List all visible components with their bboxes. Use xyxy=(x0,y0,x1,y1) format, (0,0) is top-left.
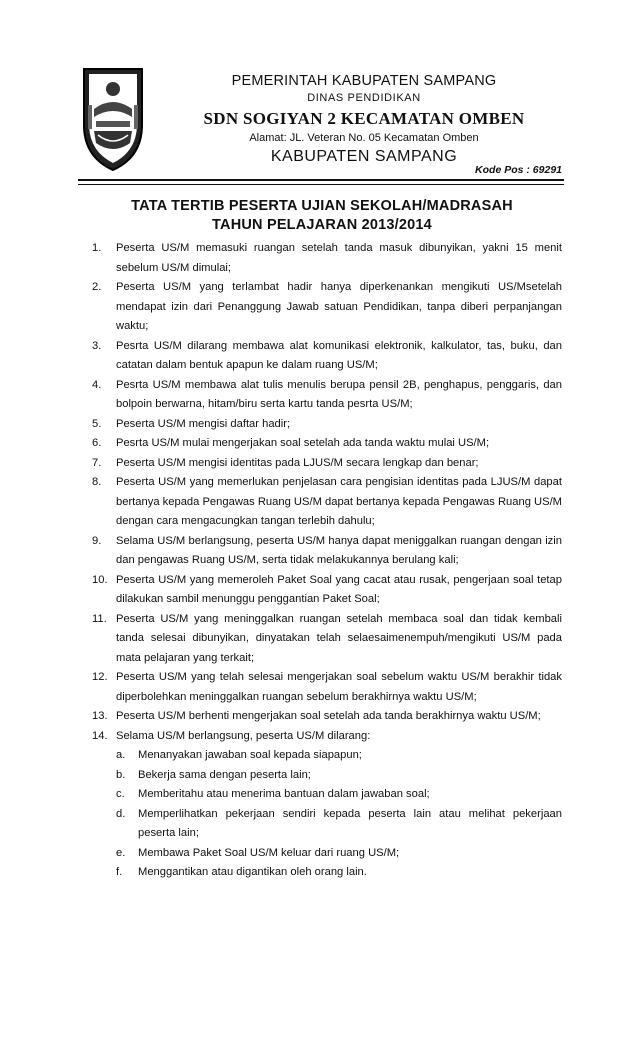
rule-item xyxy=(92,434,562,454)
rule-number: 11. xyxy=(92,612,107,625)
prohibition-text: Menggantikan atau digantikan oleh orang lain. xyxy=(138,866,367,878)
rule-item xyxy=(92,532,562,571)
rule-text: Peserta US/M mengisi identitas pada LJUS/M secara lengkap dan benar; xyxy=(116,456,479,469)
school-name: SDN SOGIYAN 2 KECAMATAN OMBEN xyxy=(203,109,525,128)
letterhead xyxy=(150,72,578,167)
rule-item xyxy=(92,571,562,610)
title-line-1: TATA TERTIB PESERTA UJIAN SEKOLAH/MADRASAH xyxy=(131,198,513,214)
rule-number: 9. xyxy=(92,534,102,547)
postal-code: Kode Pos : 69291 xyxy=(475,164,562,176)
letterhead-divider-thick xyxy=(78,179,564,181)
rule-item xyxy=(92,337,562,376)
title-line-2: TAHUN PELAJARAN 2013/2014 xyxy=(212,217,432,233)
rule-text: Peserta US/M yang telah selesai mengerjakan soal sebelum waktu US/M berakhir tidak diperbolehkan meninggalkan ruangan sebelum berakhirnya waktu US/M; xyxy=(116,671,562,703)
prohibition-letter: f. xyxy=(116,866,123,878)
rule-number: 6. xyxy=(92,437,102,449)
rule-text: Pesrta US/M dilarang membawa alat komunikasi elektronik, kalkulator, tas, buku, dan catatan dalam bentuk apapun ke dalam ruang US/M; xyxy=(116,339,562,371)
rule-item xyxy=(92,454,562,474)
rule-item xyxy=(92,376,562,415)
regency-name: KABUPATEN SAMPANG xyxy=(270,148,458,165)
prohibition-item xyxy=(116,844,562,864)
rule-text: Peserta US/M memasuki ruangan setelah tanda masuk dibunyikan, yakni 15 menit sebelum US/M dimulai; xyxy=(116,242,562,274)
rule-text: Selama US/M berlangsung, peserta US/M hanya dapat meniggalkan ruangan dengan izin dan pengawas Ruang US/M, serta tidak melakukannya berulang kali; xyxy=(116,534,562,566)
rule-number: 8. xyxy=(92,476,102,488)
rule-number: 7. xyxy=(92,456,102,469)
rule-text: Peserta US/M yang terlambat hadir hanya diperkenankan mengikuti US/Msetelah mendapat izin dari Penanggung Jawab satuan Pendidikan, tanpa diberi perpanjangan waktu; xyxy=(116,281,562,332)
prohibition-text: Menanyakan jawaban soal kepada siapapun; xyxy=(138,749,362,761)
rule-item xyxy=(92,415,562,435)
rule-text: Selama US/M berlangsung, peserta US/M dilarang: xyxy=(116,729,371,742)
prohibition-item xyxy=(116,805,562,844)
rule-number: 10. xyxy=(92,573,108,586)
rule-item xyxy=(92,707,562,727)
prohibition-text: Memperlihatkan pekerjaan sendiri kepada peserta lain atau melihat pekerjaan peserta lain; xyxy=(138,807,562,839)
rule-item xyxy=(92,727,562,883)
rule-number: 2. xyxy=(92,281,102,293)
prohibition-letter: c. xyxy=(116,788,125,800)
prohibition-text: Bekerja sama dengan peserta lain; xyxy=(138,768,311,781)
department-name: DINAS PENDIDIKAN xyxy=(307,92,421,104)
document-title xyxy=(80,197,564,235)
prohibition-letter: e. xyxy=(116,846,126,859)
prohibition-letter: d. xyxy=(116,807,126,820)
rules-list xyxy=(92,239,562,883)
rule-item xyxy=(92,610,562,669)
prohibition-item xyxy=(116,863,562,883)
rule-number: 1. xyxy=(92,242,102,254)
rule-text: Pesrta US/M mulai mengerjakan soal setelah ada tanda waktu mulai US/M; xyxy=(116,437,490,449)
rule-number: 5. xyxy=(92,417,102,430)
prohibition-letter: b. xyxy=(116,768,126,781)
rule-number: 14. xyxy=(92,729,108,742)
prohibition-item xyxy=(116,785,562,805)
rule-number: 4. xyxy=(92,378,102,391)
letterhead-divider-thin xyxy=(78,184,564,185)
rule-number: 3. xyxy=(92,339,102,352)
regency-emblem-logo xyxy=(80,65,146,173)
rule-item xyxy=(92,473,562,532)
rule-item xyxy=(92,668,562,707)
rule-text: Peserta US/M berhenti mengerjakan soal setelah ada tanda berakhirnya waktu US/M; xyxy=(116,710,541,722)
rule-text: Peserta US/M yang meninggalkan ruangan setelah membaca soal dan tidak kembali tanda selesai dibunyikan, dinyatakan telah selaesaimenempuh/mengikuti US/M pada mata pelajaran yang terkait; xyxy=(116,612,562,664)
rule-text: Peserta US/M yang memerlukan penjelasan cara pengisian identitas pada LJUS/M dapat bertanya kepada Pengawas Ruang US/M dapat bertanya kepada Pengawas Ruang US/M dengan cara mengacungkan tangan terlebih dahulu; xyxy=(116,476,562,527)
rule-number: 13. xyxy=(92,710,108,722)
government-name: PEMERINTAH KABUPATEN SAMPANG xyxy=(231,73,497,89)
rule-number: 12. xyxy=(92,671,108,683)
prohibition-text: Membawa Paket Soal US/M keluar dari ruang US/M; xyxy=(138,846,400,859)
prohibition-text: Memberitahu atau menerima bantuan dalam jawaban soal; xyxy=(138,788,430,800)
rule-item xyxy=(92,239,562,278)
prohibition-item xyxy=(116,746,562,766)
prohibition-letter: a. xyxy=(116,749,126,761)
rule-text: Pesrta US/M membawa alat tulis menulis berupa pensil 2B, penghapus, penggaris, dan bolpoin berwarna, hitam/biru serta kartu tanda pesrta US/M; xyxy=(116,378,562,410)
school-address: Alamat: JL. Veteran No. 05 Kecamatan Omben xyxy=(249,132,479,144)
rule-text: Peserta US/M yang memeroleh Paket Soal yang cacat atau rusak, pengerjaan soal tetap dilakukan sambil menunggu penggantian Paket Soal; xyxy=(116,573,562,605)
prohibitions-list xyxy=(116,746,562,883)
rule-text: Peserta US/M mengisi daftar hadir; xyxy=(116,417,291,430)
rule-item xyxy=(92,278,562,337)
prohibition-item xyxy=(116,766,562,786)
